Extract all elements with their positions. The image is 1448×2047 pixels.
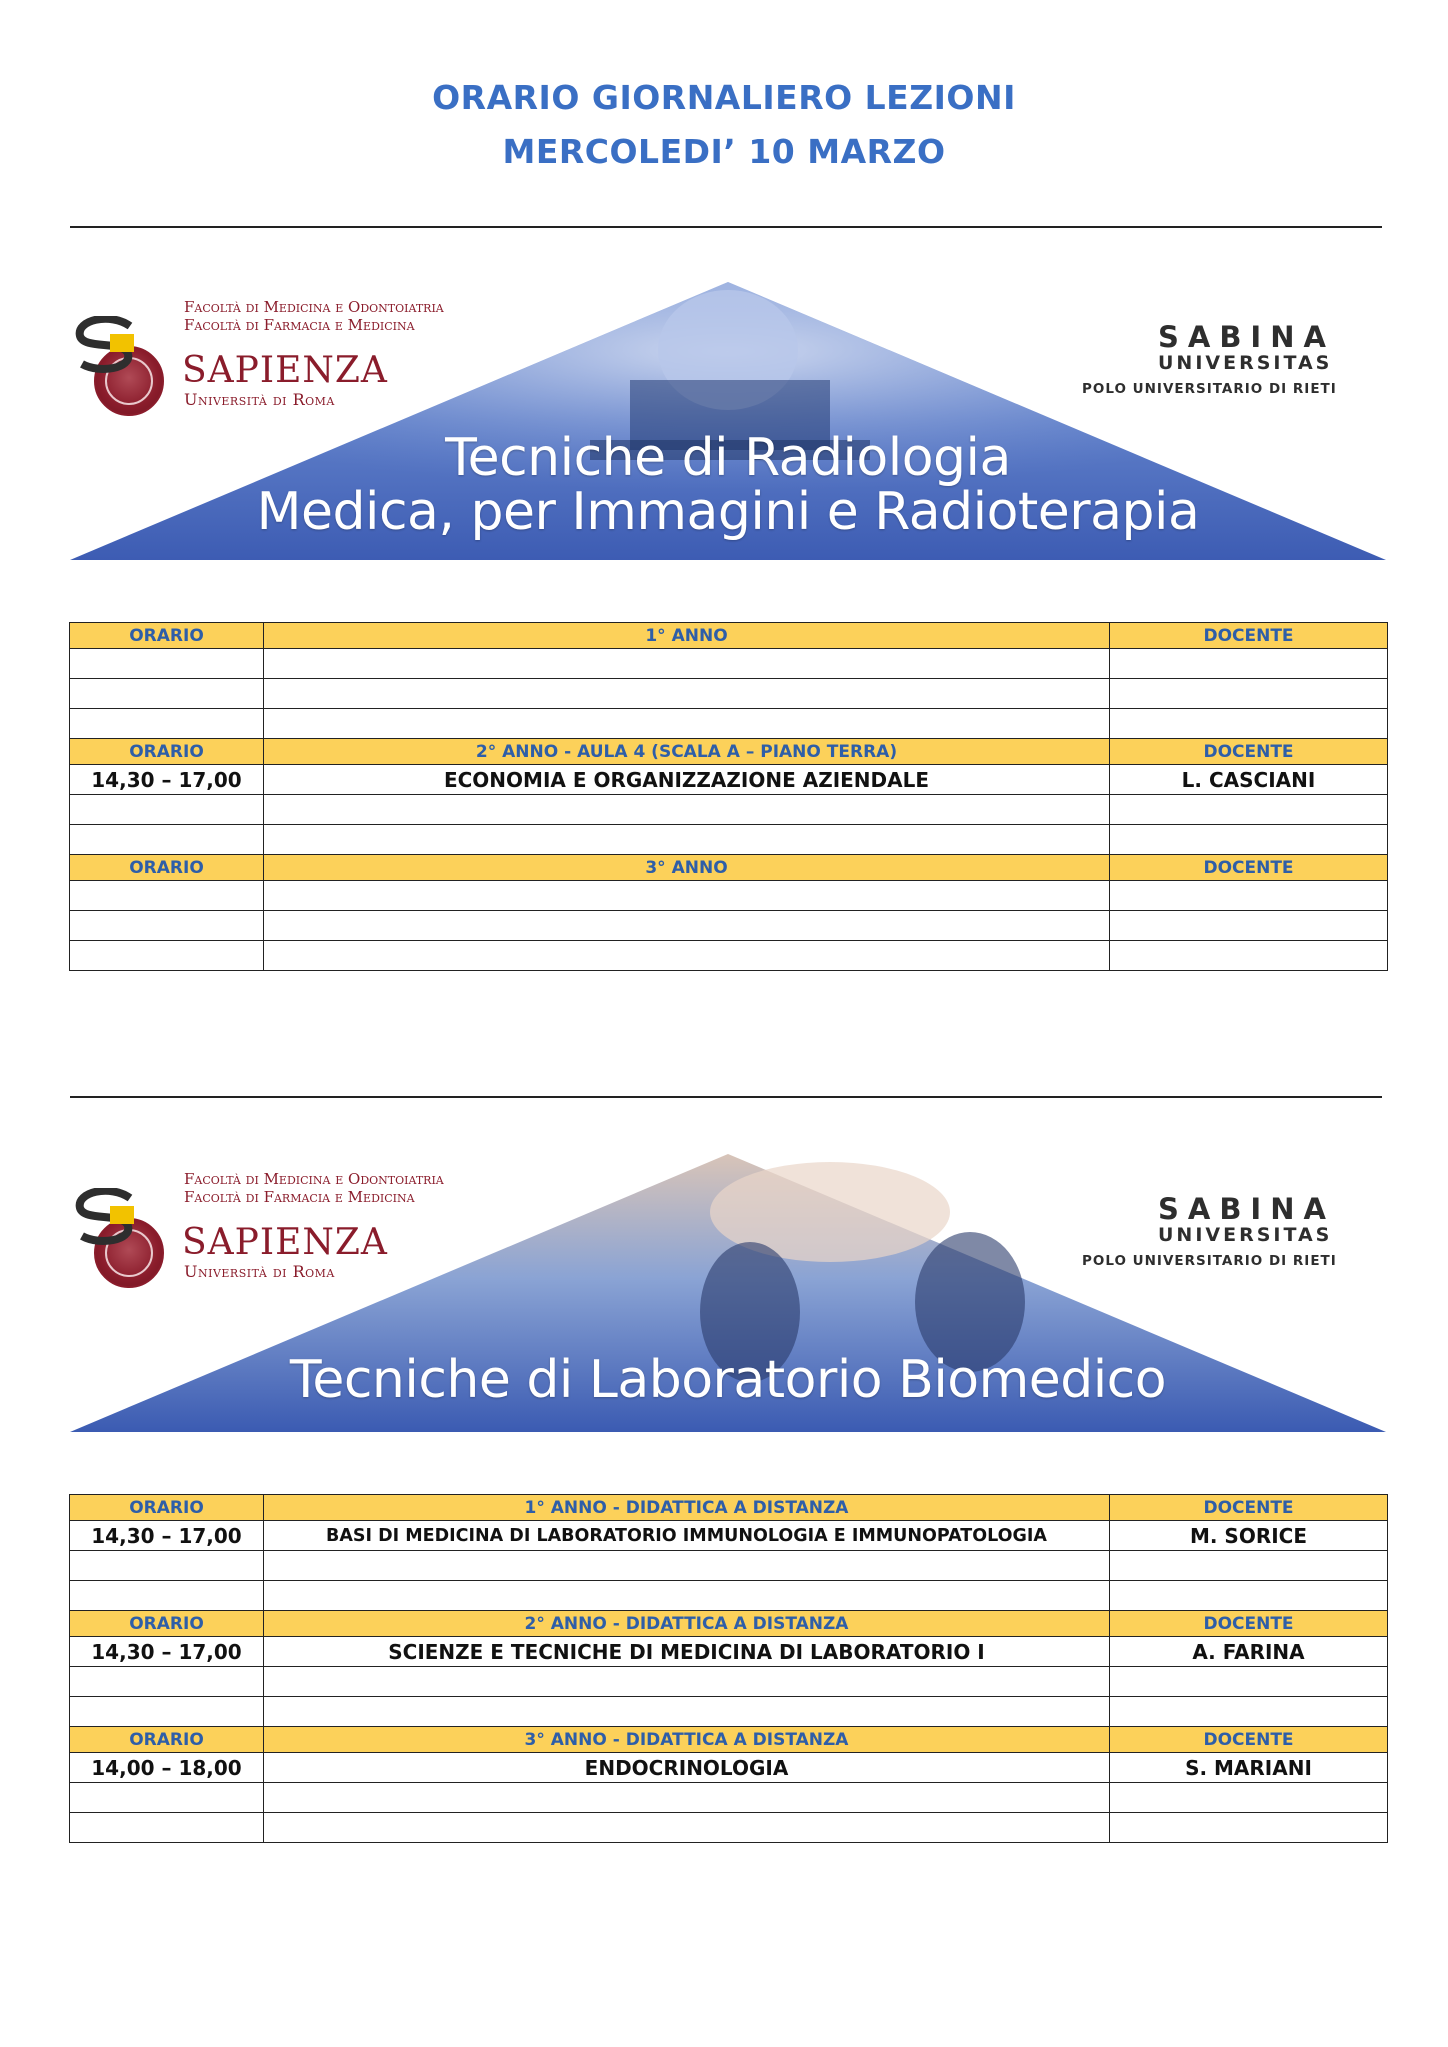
table-row <box>70 1637 1388 1667</box>
sapienza-subtitle: Università di Roma <box>184 390 335 409</box>
polo-universitario-text: POLO UNIVERSITARIO DI RIETI <box>1082 1253 1337 1269</box>
course-cell <box>264 1697 1110 1727</box>
sabina-logo-icon <box>70 316 142 374</box>
teacher-cell <box>1110 881 1388 911</box>
table-row <box>70 1581 1388 1611</box>
table-row <box>70 1697 1388 1727</box>
docente-header: DOCENTE <box>1110 1611 1388 1637</box>
banner-laboratorio <box>70 1152 1386 1432</box>
polo-universitario-text: POLO UNIVERSITARIO DI RIETI <box>1082 381 1337 397</box>
time-cell <box>70 709 264 739</box>
course-title-radiologia-line1: Tecniche di Radiologia <box>445 428 1011 488</box>
universitas-wordmark: UNIVERSITAS <box>1158 352 1333 374</box>
teacher-cell <box>1110 1813 1388 1843</box>
teacher-cell <box>1110 795 1388 825</box>
time-cell <box>70 1581 264 1611</box>
time-cell <box>70 1667 264 1697</box>
course-cell: ECONOMIA E ORGANIZZAZIONE AZIENDALE <box>264 765 1110 795</box>
section-header-row <box>70 855 1388 881</box>
orario-header: ORARIO <box>70 739 264 765</box>
course-cell <box>264 941 1110 971</box>
section-header-row <box>70 739 1388 765</box>
schedule-table-radiologia <box>69 622 1388 971</box>
table-row <box>70 795 1388 825</box>
course-cell: BASI DI MEDICINA DI LABORATORIO IMMUNOLOGIA E IMMUNOPATOLOGIA <box>264 1521 1110 1551</box>
time-cell <box>70 1813 264 1843</box>
time-cell <box>70 649 264 679</box>
table-row <box>70 679 1388 709</box>
teacher-cell <box>1110 709 1388 739</box>
sapienza-logo: SAPIENZA <box>182 1222 388 1263</box>
time-cell: 14,00 – 18,00 <box>70 1753 264 1783</box>
teacher-cell <box>1110 941 1388 971</box>
time-cell <box>70 825 264 855</box>
time-cell: 14,30 – 17,00 <box>70 1637 264 1667</box>
course-cell <box>264 679 1110 709</box>
faculty-line2: Facoltà di Farmacia e Medicina <box>184 1188 415 1206</box>
table-row <box>70 911 1388 941</box>
time-cell: 14,30 – 17,00 <box>70 1521 264 1551</box>
course-cell <box>264 649 1110 679</box>
table-row <box>70 1521 1388 1551</box>
page-title-line1: ORARIO GIORNALIERO LEZIONI <box>432 78 1016 117</box>
course-cell: ENDOCRINOLOGIA <box>264 1753 1110 1783</box>
section-header-row <box>70 1495 1388 1521</box>
orario-header: ORARIO <box>70 1495 264 1521</box>
time-cell <box>70 679 264 709</box>
orario-header: ORARIO <box>70 855 264 881</box>
time-cell <box>70 941 264 971</box>
table-row <box>70 709 1388 739</box>
banner-radiologia <box>70 280 1386 560</box>
docente-header: DOCENTE <box>1110 739 1388 765</box>
faculty-line2: Facoltà di Farmacia e Medicina <box>184 316 415 334</box>
teacher-cell <box>1110 911 1388 941</box>
anno-header: 1° ANNO <box>264 623 1110 649</box>
docente-header: DOCENTE <box>1110 855 1388 881</box>
anno-header: 3° ANNO - DIDATTICA A DISTANZA <box>264 1727 1110 1753</box>
table-row <box>70 881 1388 911</box>
course-cell <box>264 1783 1110 1813</box>
time-cell: 14,30 – 17,00 <box>70 765 264 795</box>
orario-header: ORARIO <box>70 623 264 649</box>
course-cell <box>264 1667 1110 1697</box>
table-row <box>70 1813 1388 1843</box>
time-cell <box>70 1697 264 1727</box>
course-title-radiologia-line2: Medica, per Immagini e Radioterapia <box>256 482 1200 542</box>
teacher-cell: M. SORICE <box>1110 1521 1388 1551</box>
section-header-row <box>70 623 1388 649</box>
course-cell <box>264 1581 1110 1611</box>
sapienza-subtitle: Università di Roma <box>184 1262 335 1281</box>
teacher-cell <box>1110 1667 1388 1697</box>
sabina-logo-icon <box>70 1188 142 1246</box>
table-row <box>70 1551 1388 1581</box>
teacher-cell: S. MARIANI <box>1110 1753 1388 1783</box>
anno-header: 1° ANNO - DIDATTICA A DISTANZA <box>264 1495 1110 1521</box>
teacher-cell <box>1110 1783 1388 1813</box>
time-cell <box>70 795 264 825</box>
docente-header: DOCENTE <box>1110 623 1388 649</box>
anno-header: 2° ANNO - AULA 4 (SCALA A – PIANO TERRA) <box>264 739 1110 765</box>
docente-header: DOCENTE <box>1110 1727 1388 1753</box>
table-row <box>70 825 1388 855</box>
time-cell <box>70 1551 264 1581</box>
divider-top <box>70 226 1382 228</box>
time-cell <box>70 881 264 911</box>
faculty-line1: Facoltà di Medicina e Odontoiatria <box>184 298 444 316</box>
teacher-cell <box>1110 649 1388 679</box>
docente-header: DOCENTE <box>1110 1495 1388 1521</box>
teacher-cell <box>1110 679 1388 709</box>
divider-middle <box>70 1096 1382 1098</box>
course-cell <box>264 1813 1110 1843</box>
sapienza-logo: SAPIENZA <box>182 350 388 391</box>
sabina-wordmark: SABINA <box>1158 320 1335 354</box>
page-title-line2: MERCOLEDI’ 10 MARZO <box>502 132 946 171</box>
orario-header: ORARIO <box>70 1727 264 1753</box>
table-row <box>70 1753 1388 1783</box>
course-title-laboratorio: Tecniche di Laboratorio Biomedico <box>289 1350 1167 1410</box>
sabina-wordmark: SABINA <box>1158 1192 1335 1226</box>
table-row <box>70 941 1388 971</box>
anno-header: 3° ANNO <box>264 855 1110 881</box>
teacher-cell: A. FARINA <box>1110 1637 1388 1667</box>
anno-header: 2° ANNO - DIDATTICA A DISTANZA <box>264 1611 1110 1637</box>
teacher-cell: L. CASCIANI <box>1110 765 1388 795</box>
course-cell <box>264 1551 1110 1581</box>
teacher-cell <box>1110 1551 1388 1581</box>
course-cell <box>264 881 1110 911</box>
universitas-wordmark: UNIVERSITAS <box>1158 1224 1333 1246</box>
teacher-cell <box>1110 1697 1388 1727</box>
time-cell <box>70 911 264 941</box>
schedule-table-laboratorio <box>69 1494 1388 1843</box>
course-cell <box>264 911 1110 941</box>
table-row <box>70 649 1388 679</box>
section-header-row <box>70 1611 1388 1637</box>
course-cell: SCIENZE E TECNICHE DI MEDICINA DI LABORATORIO I <box>264 1637 1110 1667</box>
table-row <box>70 1667 1388 1697</box>
time-cell <box>70 1783 264 1813</box>
orario-header: ORARIO <box>70 1611 264 1637</box>
course-cell <box>264 709 1110 739</box>
course-cell <box>264 825 1110 855</box>
teacher-cell <box>1110 825 1388 855</box>
table-row <box>70 1783 1388 1813</box>
table-row <box>70 765 1388 795</box>
faculty-line1: Facoltà di Medicina e Odontoiatria <box>184 1170 444 1188</box>
course-cell <box>264 795 1110 825</box>
teacher-cell <box>1110 1581 1388 1611</box>
section-header-row <box>70 1727 1388 1753</box>
